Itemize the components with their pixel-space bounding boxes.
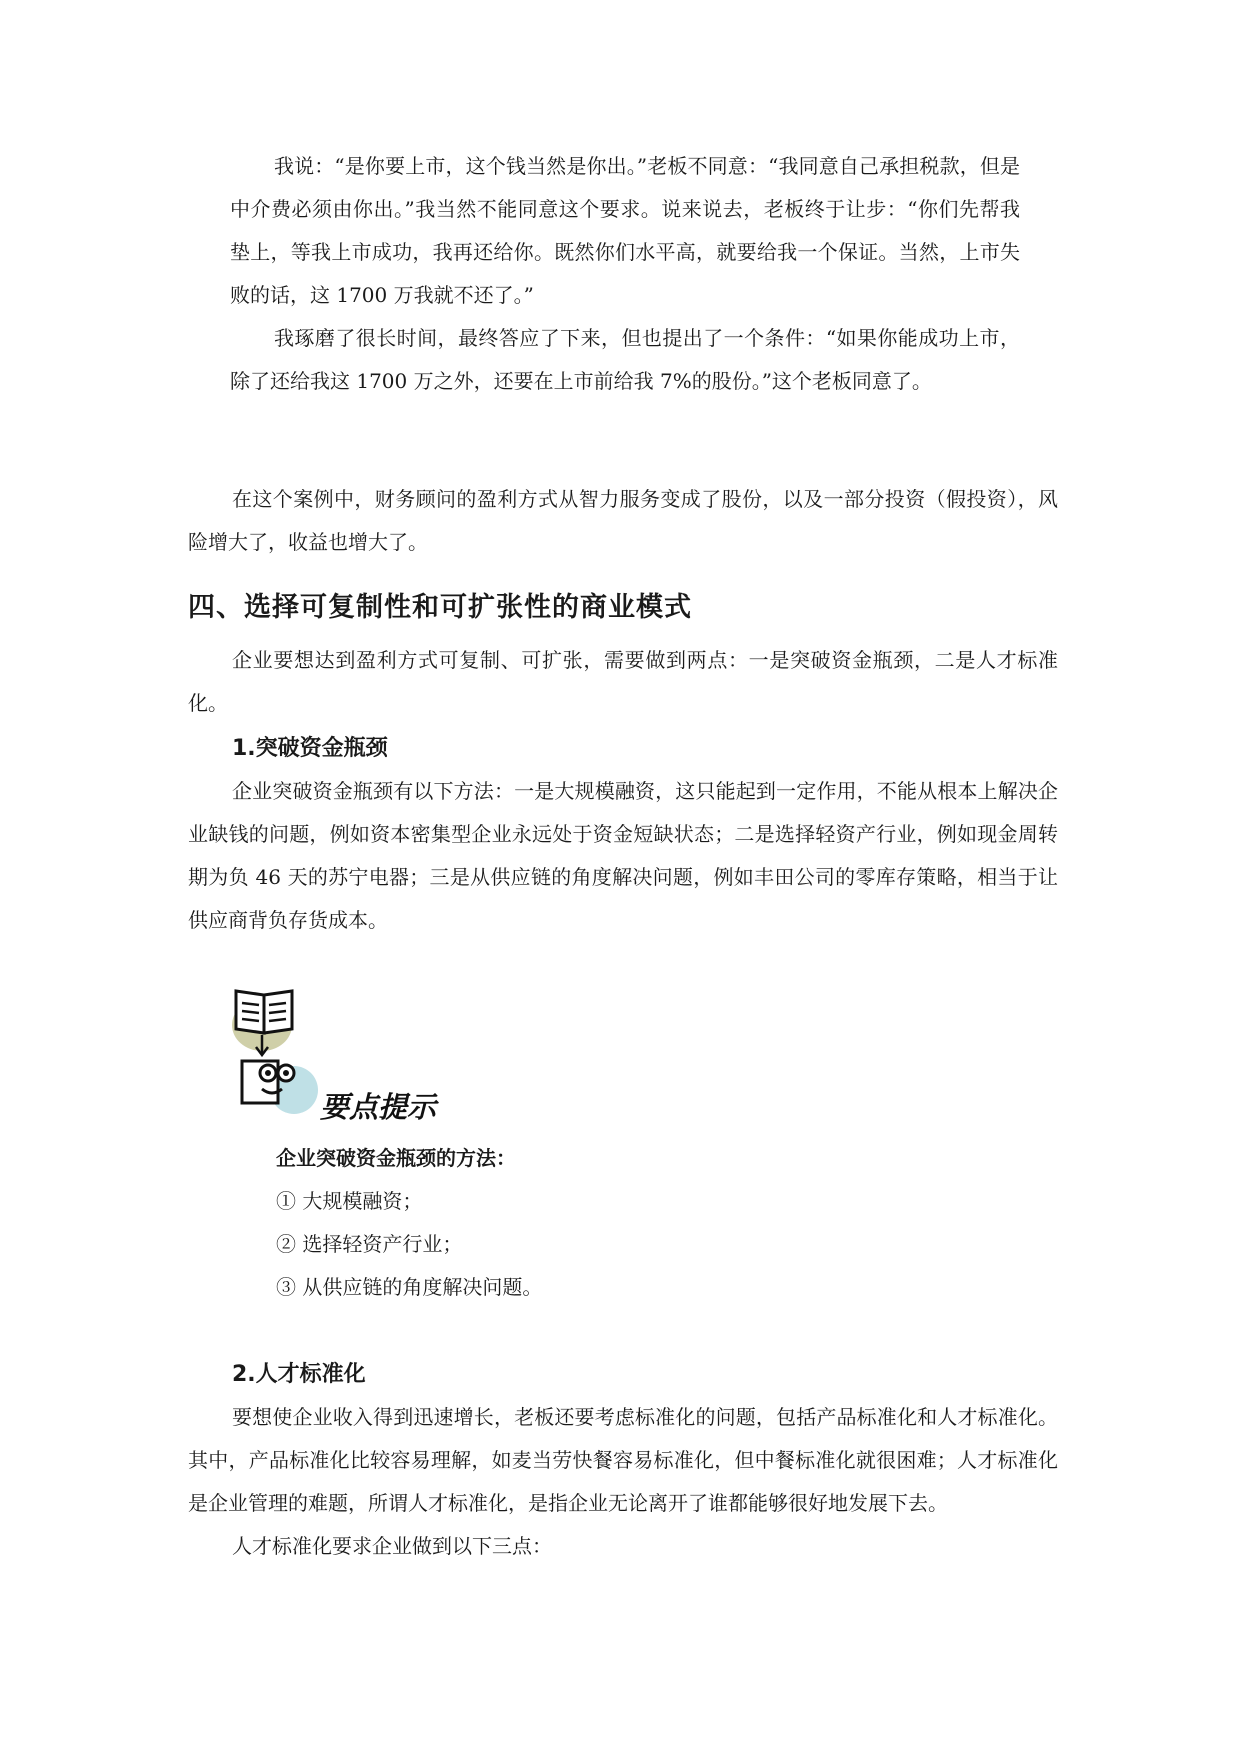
- quote-paragraph-2: 我琢磨了很长时间，最终答应了下来，但也提出了一个条件：“如果你能成功上市，除了还给我这 1700 万之外，还要在上市前给我 7%的股份。”这个老板同意了。: [230, 326, 1020, 393]
- subsection-2-title: 2.人才标准化: [232, 1362, 366, 1387]
- subsection-2-text-2: 人才标准化要求企业做到以下三点：: [232, 1534, 552, 1558]
- section-intro-block: [188, 639, 1058, 725]
- key-point-list: [276, 1137, 542, 1309]
- key-point-item-1: ① 大规模融资；: [276, 1189, 423, 1213]
- section-intro: 企业要想达到盈利方式可复制、可扩张，需要做到两点：一是突破资金瓶颈，二是人才标准化。: [188, 648, 1058, 715]
- quote-block: [230, 145, 1020, 403]
- key-point-heading: 要点提示: [320, 1090, 437, 1124]
- key-point-item-3: ③ 从供应链的角度解决问题。: [276, 1275, 543, 1299]
- key-point-item-2: ② 选择轻资产行业；: [276, 1232, 463, 1256]
- subsection-2-block: [188, 1396, 1058, 1568]
- subsection-1-block: [188, 770, 1058, 942]
- case-summary: 在这个案例中，财务顾问的盈利方式从智力服务变成了股份，以及一部分投资（假投资），风险增大了，收益也增大了。: [188, 487, 1058, 554]
- subsection-1-title: 1.突破资金瓶颈: [232, 736, 388, 761]
- case-summary-block: [188, 478, 1058, 564]
- subsection-2-text: 要想使企业收入得到迅速增长，老板还要考虑标准化的问题，包括产品标准化和人才标准化。其中，产品标准化比较容易理解，如麦当劳快餐容易标准化，但中餐标准化就很困难；人才标准化是企业管理的难题，所谓人才标准化，是指企业无论离开了谁都能够很好地发展下去。: [188, 1405, 1058, 1515]
- subsection-1-text: 企业突破资金瓶颈有以下方法：一是大规模融资，这只能起到一定作用，不能从根本上解决企业缺钱的问题，例如资本密集型企业永远处于资金短缺状态；二是选择轻资产行业，例如现金周转期为负 46 天的苏宁电器；三是从供应链的角度解决问题，例如丰田公司的零库存策略，相当于让供应商背负存货成本。: [188, 779, 1058, 932]
- key-point-subtitle: 企业突破资金瓶颈的方法：: [276, 1146, 516, 1170]
- quote-paragraph-1: 我说：“是你要上市，这个钱当然是你出。”老板不同意：“我同意自己承担税款，但是中介费必须由你出。”我当然不能同意这个要求。说来说去，老板终于让步：“你们先帮我垫上，等我上市成功，我再还给你。既然你们水平高，就要给我一个保证。当然，上市失败的话，这 1700 万我就不还了。”: [230, 154, 1020, 307]
- section-title: 四、选择可复制性和可扩张性的商业模式: [188, 592, 692, 623]
